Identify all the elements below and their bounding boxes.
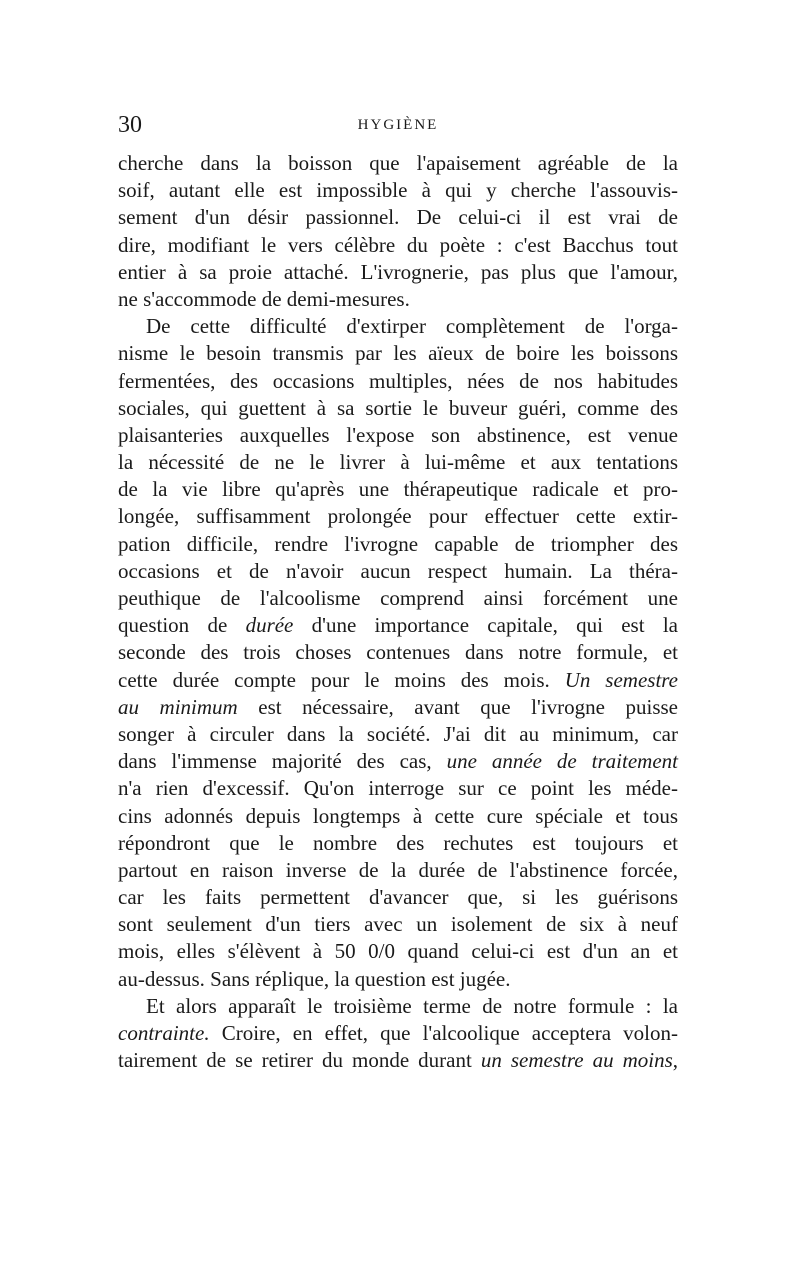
text-line: soif, autant elle est impossible à qui y cherche l'assouvis- bbox=[118, 178, 678, 203]
text-line bbox=[118, 612, 678, 639]
text-line: occasions et de n'avoir aucun respect humain. La théra- bbox=[118, 558, 678, 583]
text-line bbox=[118, 1047, 678, 1074]
italic-text: durée bbox=[245, 613, 294, 638]
text-line: dire, modifiant le vers célèbre du poète : c'est Bacchus tout bbox=[118, 232, 678, 257]
text-line: sont seulement d'un tiers avec un isolement de six à neuf bbox=[118, 912, 678, 937]
text-line: pation difficile, rendre l'ivrogne capable de triompher des bbox=[118, 531, 678, 556]
page-number: 30 bbox=[118, 112, 142, 138]
text-segment: cette durée compte pour le moins des mois. bbox=[118, 667, 565, 692]
text-line: Et alors apparaît le troisième terme de notre formule : la bbox=[146, 993, 678, 1018]
text-line: car les faits permettent d'avancer que, si les guérisons bbox=[118, 885, 678, 910]
text-line: plaisanteries auxquelles l'expose son abstinence, est venue bbox=[118, 422, 678, 447]
text-line: cins adonnés depuis longtemps à cette cure spéciale et tous bbox=[118, 803, 678, 828]
text-line: entier à sa proie attaché. L'ivrognerie, pas plus que l'amour, bbox=[118, 259, 678, 284]
text-line: seconde des trois choses contenues dans notre formule, et bbox=[118, 640, 678, 665]
text-line: sement d'un désir passionnel. De celui-ci il est vrai de bbox=[118, 205, 678, 230]
text-line: partout en raison inverse de la durée de l'abstinence forcée, bbox=[118, 857, 678, 882]
text-segment: question de bbox=[118, 613, 246, 638]
text-segment: Croire, en effet, que l'alcoolique acceptera volon- bbox=[209, 1021, 678, 1045]
italic-text: un semestre au moins bbox=[480, 1048, 673, 1073]
italic-text: contrainte. bbox=[118, 1021, 210, 1045]
text-line: ne s'accommode de demi-mesures. bbox=[118, 286, 410, 311]
italic-text: Un semestre bbox=[564, 667, 678, 692]
text-line: peuthique de l'alcoolisme comprend ainsi forcément une bbox=[118, 586, 678, 610]
paragraph-1 bbox=[118, 150, 678, 313]
text-segment: dans l'immense majorité des cas, bbox=[118, 749, 447, 774]
text-line: de la vie libre qu'après une thérapeutique radicale et pro- bbox=[118, 477, 678, 502]
body-text bbox=[118, 150, 678, 1074]
text-line: répondront que le nombre des rechutes est toujours et bbox=[118, 830, 678, 855]
page-header bbox=[118, 110, 678, 150]
text-line: nisme le besoin transmis par les aïeux de boire les boissons bbox=[118, 341, 678, 366]
text-line: songer à circuler dans la société. J'ai dit au minimum, car bbox=[118, 721, 678, 746]
running-head: HYGIÈNE bbox=[357, 117, 439, 133]
text-segment: , bbox=[672, 1048, 679, 1073]
text-line: fermentées, des occasions multiples, nées de nos habitudes bbox=[118, 368, 678, 393]
text-line: De cette difficulté d'extirper complètement de l'orga- bbox=[146, 314, 678, 339]
text-line bbox=[118, 667, 678, 694]
paragraph-2 bbox=[118, 313, 678, 993]
text-line: la nécessité de ne le livrer à lui-même et aux tentations bbox=[118, 450, 678, 475]
text-line: au-dessus. Sans réplique, la question est jugée. bbox=[118, 966, 511, 991]
text-line: n'a rien d'excessif. Qu'on interroge sur ce point les méde- bbox=[118, 776, 678, 801]
text-line bbox=[118, 1020, 678, 1047]
text-line bbox=[118, 748, 678, 775]
text-line: longée, suffisamment prolongée pour effectuer cette extir- bbox=[118, 504, 678, 529]
text-line: mois, elles s'élèvent à 50 0/0 quand celui-ci est d'un an et bbox=[118, 939, 678, 964]
text-line: cherche dans la boisson que l'apaisement agréable de la bbox=[118, 151, 678, 175]
italic-text: une année de traitement bbox=[446, 749, 678, 774]
text-line: sociales, qui guettent à sa sortie le buveur guéri, comme des bbox=[118, 395, 678, 420]
paragraph-3 bbox=[118, 993, 678, 1075]
italic-text: au minimum bbox=[118, 694, 238, 719]
book-page bbox=[118, 110, 678, 1074]
text-segment: d'une importance capitale, qui est la bbox=[293, 613, 679, 638]
text-line bbox=[118, 694, 678, 721]
text-segment: tairement de se retirer du monde durant bbox=[118, 1048, 481, 1073]
text-segment: est nécessaire, avant que l'ivrogne puisse bbox=[237, 694, 679, 719]
